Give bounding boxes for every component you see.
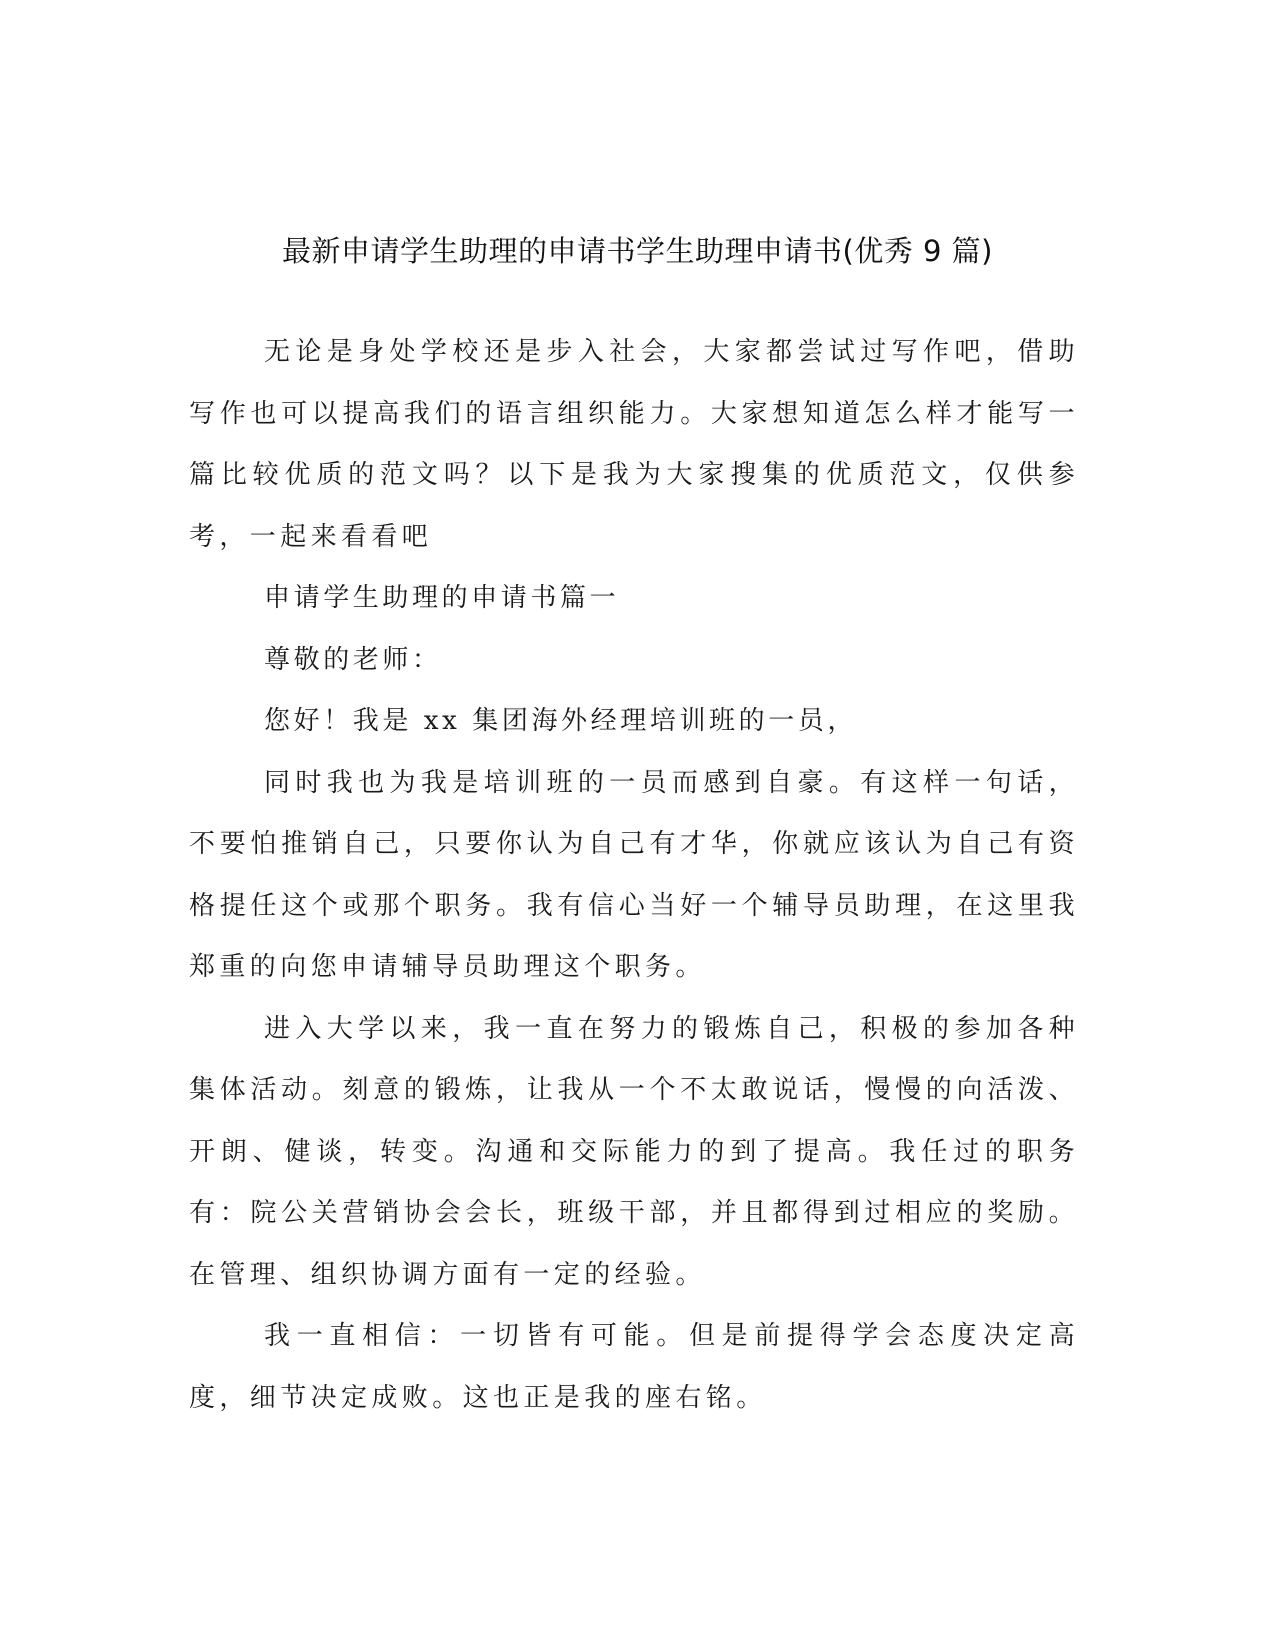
salutation: 尊敬的老师：: [264, 644, 442, 675]
document-body: [189, 322, 1079, 1429]
body-paragraph: 进入大学以来，我一直在努力的锻炼自己，积极的参加各种集体活动。刻意的锻炼，让我从一个不太敢说话，慢慢的向活泼、开朗、健谈，转变。沟通和交际能力的到了提高。我任过的职务有：院公关营销协会会长，班级干部，并且都得到过相应的奖励。在管理、组织协调方面有一定的经验。: [189, 1013, 1079, 1290]
body-paragraph: 同时我也为我是培训班的一员而感到自豪。有这样一句话，不要怕推销自己，只要你认为自己有才华，你就应该认为自己有资格提任这个或那个职务。我有信心当好一个辅导员助理，在这里我郑重的向您申请辅导员助理这个职务。: [189, 767, 1079, 982]
document-title: 最新申请学生助理的申请书学生助理申请书(优秀 9 篇): [281, 234, 994, 269]
body-paragraph: 我一直相信：一切皆有可能。但是前提得学会态度决定高度，细节决定成败。这也正是我的座右铭。: [189, 1321, 1079, 1413]
greeting-paragraph: 您好！我是 xx 集团海外经理培训班的一员，: [264, 706, 858, 736]
section-heading: 申请学生助理的申请书篇一: [264, 583, 620, 613]
intro-paragraph: 无论是身处学校还是步入社会，大家都尝试过写作吧，借助写作也可以提高我们的语言组织能力。大家想知道怎么样才能写一篇比较优质的范文吗？以下是我为大家搜集的优质范文，仅供参考，一起来看看吧: [189, 337, 1079, 552]
